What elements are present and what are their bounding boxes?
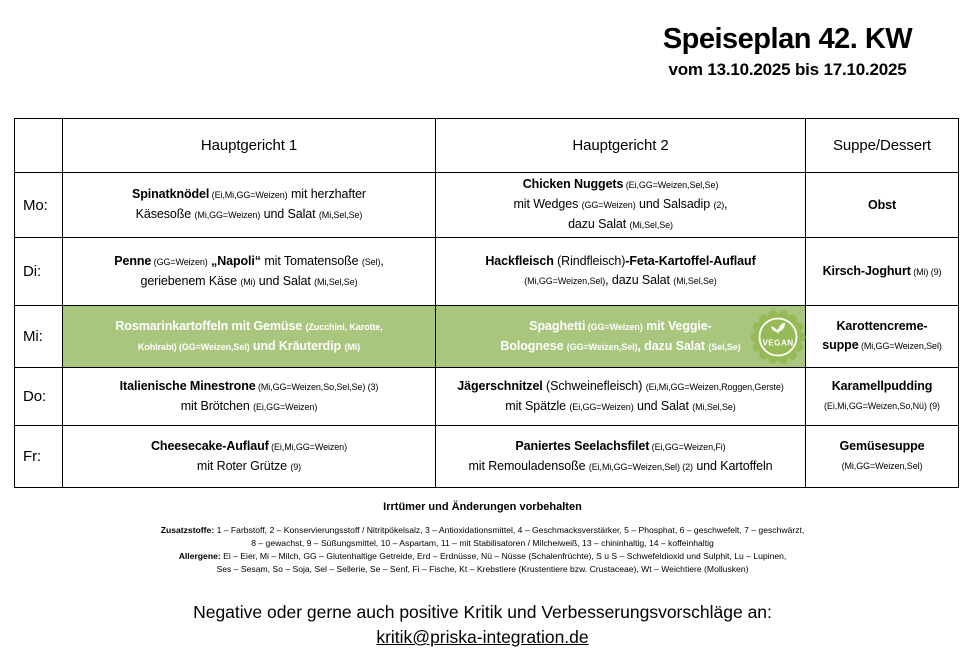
menu-cell-mi-dessert — [806, 306, 959, 368]
menu-line — [568, 215, 673, 235]
day-label-mo — [15, 173, 63, 238]
menu-line — [837, 317, 928, 336]
menu-line — [468, 457, 772, 477]
dish-text: Karottencreme- — [836, 319, 928, 333]
menu-line — [824, 396, 940, 416]
menu-line — [151, 437, 347, 457]
dish-text: Käsesoße — [135, 207, 195, 221]
dish-text: geriebenem Käse — [140, 273, 241, 288]
dish-text: und Salat — [260, 207, 319, 221]
allergen-note: (Mi,Sel,Se) — [314, 276, 358, 287]
column-header-hauptgericht-1 — [63, 119, 436, 173]
allergen-note: (Mi) — [344, 341, 361, 352]
allergen-note: (Ei,Mi,GG=Weizen,Roggen,Gerste) — [645, 381, 784, 392]
menu-cell-mi-hg2 — [436, 306, 806, 368]
allergen-note: (Mi,GG=Weizen,Sel) — [858, 341, 942, 351]
dish-text: Obst — [867, 197, 897, 212]
allergen-note: (GG=Weizen,Sel) — [566, 341, 638, 352]
dish-text: und Salat — [255, 273, 315, 288]
additives-allergens-legend — [0, 524, 965, 576]
day-label-fr — [15, 426, 63, 488]
dish-text: und Kräuterdip — [249, 338, 345, 353]
allergen-note: (Mi,Sel,Se) — [673, 276, 717, 286]
column-header-suppe-dessert — [806, 119, 959, 173]
menu-line — [197, 457, 301, 477]
menu-line — [524, 271, 716, 291]
dish-text: und Salat — [633, 398, 693, 413]
menu-line — [842, 456, 923, 476]
feedback-email-link[interactable]: kritik@priska-integration.de — [376, 627, 589, 647]
dish-text: Spinatknödel — [132, 187, 210, 201]
page-header — [615, 22, 960, 82]
dish-text: „Napoli“ — [207, 253, 261, 268]
allergene-label: Allergene: — [178, 551, 221, 561]
dish-text: Paniertes Seelachsfilet — [515, 438, 650, 453]
allergene-line-2: Ses – Sesam, So – Soja, Sel – Sellerie, Se – Senf, Fi – Fische, Kt – Krebstiere (Krustentiere bzw. Crustaceae), Wt – Weichtiere (Mollusken) — [216, 564, 749, 574]
menu-cell-fr-hg2 — [436, 426, 806, 488]
dish-text: , dazu Salat — [637, 338, 709, 353]
allergen-note: (Ei,GG=Weizen) — [569, 401, 634, 412]
allergen-note: (GG=Weizen) — [581, 200, 636, 210]
menu-line — [132, 185, 366, 205]
menu-cell-mi-hg1 — [63, 306, 436, 368]
menu-line — [529, 317, 711, 337]
menu-line — [823, 262, 942, 282]
allergen-note: (GG=Weizen) — [585, 321, 643, 332]
day-label: Do: — [23, 388, 47, 405]
dish-text: mit Roter Grütze — [196, 458, 291, 473]
column-header-label: Hauptgericht 1 — [200, 137, 298, 154]
dish-text: mit Remouladensoße — [468, 458, 589, 473]
menu-line — [120, 377, 379, 397]
allergen-note: (9) — [290, 461, 302, 472]
dish-text: und Kartoffeln — [692, 458, 773, 473]
day-label: Mi: — [23, 328, 43, 345]
menu-cell-do-hg1 — [63, 368, 436, 426]
menu-line — [505, 397, 735, 417]
allergen-note: (Mi) — [240, 276, 256, 287]
allergen-note: (Ei,Mi,GG=Weizen,Sel) (2) — [588, 461, 693, 472]
column-header-day — [15, 119, 63, 173]
allergen-note: (Ei,Mi,GG=Weizen) — [268, 441, 347, 452]
menu-line — [839, 437, 924, 456]
dish-text: , — [724, 197, 728, 211]
dish-text: , dazu Salat — [605, 273, 674, 287]
dish-text: (Schweinefleisch) — [542, 378, 646, 393]
dish-text: Chicken Nuggets — [522, 177, 624, 191]
dish-text: Jägerschnitzel — [457, 378, 543, 393]
dish-text: Bolognese — [500, 338, 567, 353]
column-header-label: Suppe/Dessert — [833, 137, 931, 154]
dish-text: mit Tomatensoße — [260, 253, 362, 268]
dish-text: Cheesecake-Auflauf — [150, 438, 269, 453]
allergene-text-1: Ei – Eier, Mi – Milch, GG – Glutenhaltige Getreide, Erd – Erdnüsse, Nü – Nüsse (Schalenfrüchte), S u S – Schwefeldioxid und Sulphit, Lu – Lupinen, — [220, 551, 787, 561]
dish-text: Penne — [114, 253, 152, 268]
allergen-note: (Zucchini, Karotte, — [305, 321, 383, 332]
dish-text: und Salsadip — [635, 197, 714, 211]
feedback-text: Negative oder gerne auch positive Kritik und Verbesserungsvorschläge an: — [193, 602, 772, 622]
vegan-badge — [750, 309, 806, 365]
menu-cell-mo-hg2 — [436, 173, 806, 238]
menu-cell-di-hg1 — [63, 238, 436, 306]
dish-text: mit — [642, 318, 668, 333]
menu-line — [181, 397, 318, 417]
menu-line — [136, 205, 363, 225]
menu-cell-fr-hg1 — [63, 426, 436, 488]
dish-text: Italienische Minestrone — [119, 378, 256, 393]
menu-line — [140, 272, 357, 292]
feedback-section — [0, 600, 965, 649]
menu-line — [523, 175, 719, 195]
dish-text: (Rindfleisch) — [553, 254, 626, 268]
allergen-note: (Mi,GG=Weizen,So,Sel,Se) (3) — [255, 381, 379, 392]
zusatzstoffe-text-1: 1 – Farbstoff, 2 – Konservierungsstoff / Nitritpökelsalz, 3 – Antioxidationsmittel, 4 – Geschmacksverstärker, 5 – Phosphat, 6 – geschwefelt, 7 – geschwärzt, — [214, 525, 805, 535]
allergen-note: (Ei,Mi,GG=Weizen,So,Nü) (9) — [824, 401, 940, 411]
dish-text: Spaghetti — [529, 318, 586, 333]
menu-cell-di-dessert — [806, 238, 959, 306]
allergen-note: (Mi,GG=Weizen,Sel) — [524, 276, 606, 286]
menu-line — [485, 252, 755, 271]
dish-text: , — [380, 253, 384, 268]
date-range: vom 13.10.2025 bis 17.10.2025 — [668, 60, 907, 79]
menu-line — [114, 252, 383, 272]
menu-cell-di-hg2 — [436, 238, 806, 306]
day-label-di — [15, 238, 63, 306]
menu-line — [515, 437, 725, 457]
menu-cell-fr-dessert — [806, 426, 959, 488]
menu-table — [14, 118, 959, 488]
menu-cell-do-dessert — [806, 368, 959, 426]
menu-cell-mo-hg1 — [63, 173, 436, 238]
menu-line — [138, 337, 360, 357]
menu-line — [457, 377, 784, 397]
day-label-do — [15, 368, 63, 426]
allergene-line-1 — [0, 550, 965, 563]
allergen-note: (Mi,Sel,Se) — [629, 220, 673, 230]
allergen-note: (GG=Weizen) — [151, 256, 208, 267]
page-title: Speiseplan 42. KW — [662, 23, 913, 55]
dish-text: mit Gemüse — [228, 318, 306, 333]
dish-text: mit Wedges — [513, 197, 582, 211]
column-header-label: Hauptgericht 2 — [572, 137, 669, 154]
allergen-note: (Mi,Sel,Se) — [692, 401, 736, 412]
dish-text: -Feta-Kartoffel-Auflauf — [625, 254, 756, 268]
allergen-note: (2) — [713, 200, 725, 210]
allergen-note: (Sel,Se) — [708, 341, 741, 352]
allergen-note: (Mi,GG=Weizen,Sel) — [841, 461, 923, 471]
menu-line — [115, 317, 382, 337]
menu-line — [500, 337, 740, 357]
dish-text: Rosmarinkartoffeln — [115, 318, 229, 333]
column-header-hauptgericht-2 — [436, 119, 806, 173]
allergen-note: Kohlrabi) (GG=Weizen,Sel) — [137, 341, 250, 352]
dish-text: mit herzhafter — [287, 187, 366, 201]
menu-line — [832, 377, 933, 396]
allergen-note: (Ei,GG=Weizen) — [253, 401, 318, 412]
allergen-note: (Mi,Sel,Se) — [318, 210, 363, 220]
menu-cell-do-hg2 — [436, 368, 806, 426]
vegan-badge-label: VEGAN — [762, 338, 794, 347]
dish-text: Hackfleisch — [485, 254, 554, 268]
dish-text: Karamellpudding — [831, 379, 933, 393]
dish-text: mit Spätzle — [505, 398, 570, 413]
day-label-mi — [15, 306, 63, 368]
dish-text: suppe — [822, 338, 859, 352]
menu-cell-mo-dessert — [806, 173, 959, 238]
day-label: Fr: — [23, 448, 42, 465]
dish-text: Gemüsesuppe — [839, 439, 925, 453]
allergen-note: (Ei,GG=Weizen,Fi) — [649, 441, 726, 452]
allergen-note: (Sel) — [361, 256, 381, 267]
dish-text: mit Brötchen — [180, 398, 254, 413]
zusatzstoffe-label: Zusatzstoffe: — [160, 525, 215, 535]
allergen-note: (Mi) (9) — [910, 266, 942, 277]
dish-text: dazu Salat — [568, 217, 630, 231]
menu-line — [822, 336, 942, 356]
dish-text: Veggie- — [667, 318, 712, 333]
allergen-note: (Mi,GG=Weizen) — [194, 210, 261, 220]
allergen-note: (Ei,Mi,GG=Weizen) — [209, 190, 288, 200]
menu-line — [513, 195, 727, 215]
disclaimer-text: Irrtümer und Änderungen vorbehalten — [383, 501, 582, 513]
allergen-note: (Ei,GG=Weizen,Sel,Se) — [623, 180, 719, 190]
dish-text: Kirsch-Joghurt — [822, 263, 911, 278]
day-label: Di: — [23, 263, 42, 280]
zusatzstoffe-line-2: 8 – gewachst, 9 – Süßungsmittel, 10 – Aspartam, 11 – mit Stabilisatoren / Milcheiweiß, 13 – chininhaltig, 14 – koffeinhaltig — [251, 538, 714, 548]
menu-line — [868, 196, 896, 215]
day-label: Mo: — [23, 196, 48, 214]
zusatzstoffe-line-1 — [0, 524, 965, 537]
